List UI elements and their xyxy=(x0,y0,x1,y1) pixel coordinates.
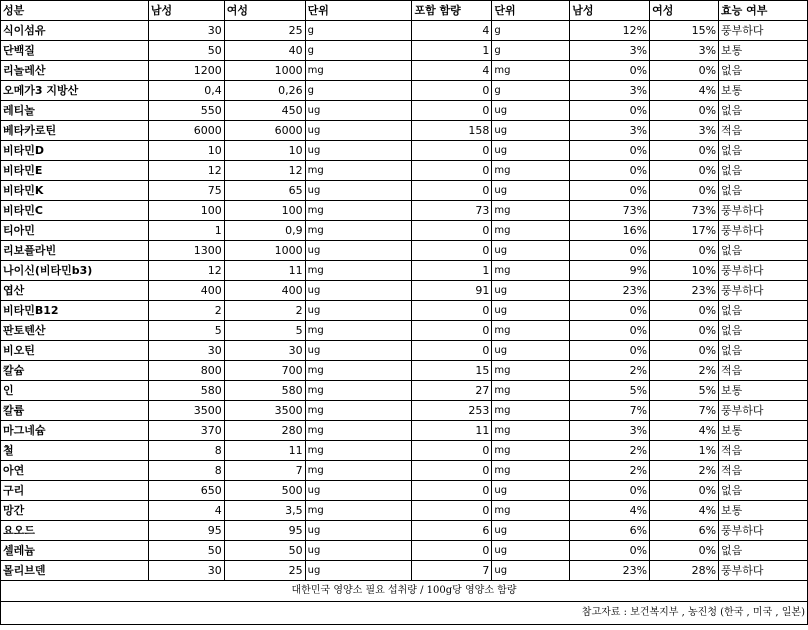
effect-cell[interactable]: 없음 xyxy=(719,141,808,161)
female-requirement-cell[interactable]: 580 xyxy=(224,381,305,401)
male-percent-cell[interactable]: 0% xyxy=(570,161,650,181)
requirement-unit-cell[interactable]: ug xyxy=(305,301,412,321)
male-requirement-cell[interactable]: 2 xyxy=(148,301,224,321)
content-unit-cell[interactable]: ug xyxy=(492,521,570,541)
effect-cell[interactable]: 적음 xyxy=(719,461,808,481)
table-row xyxy=(1,481,808,501)
content-unit-cell[interactable]: g xyxy=(492,81,570,101)
requirement-unit-cell[interactable]: mg xyxy=(305,61,412,81)
male-percent-cell[interactable]: 3% xyxy=(570,41,650,61)
male-requirement-cell[interactable]: 50 xyxy=(148,541,224,561)
female-percent-cell[interactable]: 2% xyxy=(650,461,719,481)
table-row xyxy=(1,61,808,81)
female-requirement-cell[interactable]: 1000 xyxy=(224,61,305,81)
content-unit-cell[interactable]: ug xyxy=(492,561,570,581)
nutrient-name-cell[interactable]: 엽산 xyxy=(1,281,149,301)
requirement-unit-cell[interactable]: g xyxy=(305,41,412,61)
nutrient-name-cell[interactable]: 인 xyxy=(1,381,149,401)
table-row xyxy=(1,41,808,61)
content-amount-cell[interactable]: 7 xyxy=(412,561,492,581)
nutrient-name-cell[interactable]: 비타민C xyxy=(1,201,149,221)
male-percent-cell[interactable]: 23% xyxy=(570,281,650,301)
effect-cell[interactable]: 없음 xyxy=(719,541,808,561)
male-requirement-cell[interactable]: 1 xyxy=(148,221,224,241)
header-cell[interactable]: 단위 xyxy=(492,1,570,21)
effect-cell[interactable]: 풍부하다 xyxy=(719,281,808,301)
content-amount-cell[interactable]: 253 xyxy=(412,401,492,421)
male-percent-cell[interactable]: 2% xyxy=(570,361,650,381)
table-row xyxy=(1,341,808,361)
content-unit-cell[interactable]: mg xyxy=(492,201,570,221)
content-amount-cell[interactable]: 158 xyxy=(412,121,492,141)
source-note[interactable]: 참고자료 : 보건복지부 , 농진청 (한국 , 미국 , 일본) xyxy=(1,602,808,625)
male-percent-cell[interactable]: 3% xyxy=(570,421,650,441)
female-percent-cell[interactable]: 7% xyxy=(650,401,719,421)
female-percent-cell[interactable]: 23% xyxy=(650,281,719,301)
male-requirement-cell[interactable]: 400 xyxy=(148,281,224,301)
header-row xyxy=(1,1,808,21)
male-percent-cell[interactable]: 16% xyxy=(570,221,650,241)
content-amount-cell[interactable]: 0 xyxy=(412,481,492,501)
requirement-unit-cell[interactable]: ug xyxy=(305,481,412,501)
content-amount-cell[interactable]: 0 xyxy=(412,461,492,481)
male-requirement-cell[interactable]: 8 xyxy=(148,461,224,481)
female-requirement-cell[interactable]: 30 xyxy=(224,341,305,361)
male-percent-cell[interactable]: 73% xyxy=(570,201,650,221)
content-amount-cell[interactable]: 73 xyxy=(412,201,492,221)
female-requirement-cell[interactable]: 25 xyxy=(224,21,305,41)
nutrient-name-cell[interactable]: 요오드 xyxy=(1,521,149,541)
content-unit-cell[interactable]: mg xyxy=(492,321,570,341)
table-row xyxy=(1,81,808,101)
content-amount-cell[interactable]: 15 xyxy=(412,361,492,381)
male-requirement-cell[interactable]: 10 xyxy=(148,141,224,161)
female-percent-cell[interactable]: 3% xyxy=(650,121,719,141)
female-percent-cell[interactable]: 6% xyxy=(650,521,719,541)
male-requirement-cell[interactable]: 95 xyxy=(148,521,224,541)
content-unit-cell[interactable]: mg xyxy=(492,161,570,181)
female-requirement-cell[interactable]: 1000 xyxy=(224,241,305,261)
table-row xyxy=(1,361,808,381)
requirement-unit-cell[interactable]: mg xyxy=(305,161,412,181)
table-row xyxy=(1,381,808,401)
content-amount-cell[interactable]: 0 xyxy=(412,321,492,341)
female-requirement-cell[interactable]: 40 xyxy=(224,41,305,61)
requirement-unit-cell[interactable]: mg xyxy=(305,501,412,521)
content-amount-cell[interactable]: 0 xyxy=(412,501,492,521)
content-unit-cell[interactable]: mg xyxy=(492,441,570,461)
content-unit-cell[interactable]: ug xyxy=(492,341,570,361)
header-cell[interactable]: 여성 xyxy=(224,1,305,21)
male-requirement-cell[interactable]: 1300 xyxy=(148,241,224,261)
content-amount-cell[interactable]: 6 xyxy=(412,521,492,541)
female-percent-cell[interactable]: 4% xyxy=(650,421,719,441)
male-percent-cell[interactable]: 0% xyxy=(570,141,650,161)
female-requirement-cell[interactable]: 100 xyxy=(224,201,305,221)
female-percent-cell[interactable]: 0% xyxy=(650,301,719,321)
requirement-unit-cell[interactable]: ug xyxy=(305,181,412,201)
nutrient-name-cell[interactable]: 칼슘 xyxy=(1,361,149,381)
requirement-unit-cell[interactable]: ug xyxy=(305,561,412,581)
male-requirement-cell[interactable]: 30 xyxy=(148,561,224,581)
male-requirement-cell[interactable]: 30 xyxy=(148,21,224,41)
content-unit-cell[interactable]: mg xyxy=(492,361,570,381)
table-row xyxy=(1,441,808,461)
requirement-unit-cell[interactable]: mg xyxy=(305,381,412,401)
nutrient-name-cell[interactable]: 나이신(비타민b3) xyxy=(1,261,149,281)
male-requirement-cell[interactable]: 50 xyxy=(148,41,224,61)
table-row xyxy=(1,141,808,161)
content-amount-cell[interactable]: 0 xyxy=(412,101,492,121)
female-percent-cell[interactable]: 0% xyxy=(650,241,719,261)
female-requirement-cell[interactable]: 3500 xyxy=(224,401,305,421)
effect-cell[interactable]: 없음 xyxy=(719,341,808,361)
content-amount-cell[interactable]: 0 xyxy=(412,161,492,181)
effect-cell[interactable]: 적음 xyxy=(719,361,808,381)
male-percent-cell[interactable]: 3% xyxy=(570,81,650,101)
female-requirement-cell[interactable]: 7 xyxy=(224,461,305,481)
table-row xyxy=(1,261,808,281)
nutrient-name-cell[interactable]: 식이섬유 xyxy=(1,21,149,41)
male-percent-cell[interactable]: 4% xyxy=(570,501,650,521)
effect-cell[interactable]: 풍부하다 xyxy=(719,201,808,221)
content-amount-cell[interactable]: 0 xyxy=(412,341,492,361)
content-unit-cell[interactable]: ug xyxy=(492,101,570,121)
header-cell[interactable]: 성분 xyxy=(1,1,149,21)
effect-cell[interactable]: 풍부하다 xyxy=(719,401,808,421)
male-requirement-cell[interactable]: 580 xyxy=(148,381,224,401)
female-percent-cell[interactable]: 0% xyxy=(650,341,719,361)
content-unit-cell[interactable]: mg xyxy=(492,501,570,521)
requirement-unit-cell[interactable]: mg xyxy=(305,461,412,481)
nutrient-name-cell[interactable]: 비타민K xyxy=(1,181,149,201)
content-amount-cell[interactable]: 0 xyxy=(412,441,492,461)
table-row xyxy=(1,281,808,301)
female-requirement-cell[interactable]: 0,9 xyxy=(224,221,305,241)
female-requirement-cell[interactable]: 400 xyxy=(224,281,305,301)
requirement-unit-cell[interactable]: mg xyxy=(305,421,412,441)
male-percent-cell[interactable]: 0% xyxy=(570,321,650,341)
table-row xyxy=(1,541,808,561)
male-requirement-cell[interactable]: 8 xyxy=(148,441,224,461)
male-requirement-cell[interactable]: 100 xyxy=(148,201,224,221)
nutrient-name-cell[interactable]: 오메가3 지방산 xyxy=(1,81,149,101)
header-cell[interactable]: 남성 xyxy=(570,1,650,21)
table-row xyxy=(1,241,808,261)
male-requirement-cell[interactable]: 0,4 xyxy=(148,81,224,101)
requirement-unit-cell[interactable]: mg xyxy=(305,261,412,281)
table-row xyxy=(1,501,808,521)
male-requirement-cell[interactable]: 800 xyxy=(148,361,224,381)
effect-cell[interactable]: 없음 xyxy=(719,161,808,181)
male-percent-cell[interactable]: 0% xyxy=(570,541,650,561)
effect-cell[interactable]: 보통 xyxy=(719,501,808,521)
requirement-unit-cell[interactable]: ug xyxy=(305,521,412,541)
effect-cell[interactable]: 보통 xyxy=(719,81,808,101)
table-row xyxy=(1,561,808,581)
female-percent-cell[interactable]: 4% xyxy=(650,501,719,521)
content-unit-cell[interactable]: g xyxy=(492,41,570,61)
requirement-unit-cell[interactable]: mg xyxy=(305,361,412,381)
female-requirement-cell[interactable]: 95 xyxy=(224,521,305,541)
nutrient-name-cell[interactable]: 판토텐산 xyxy=(1,321,149,341)
female-percent-cell[interactable]: 0% xyxy=(650,141,719,161)
requirement-unit-cell[interactable]: g xyxy=(305,81,412,101)
male-percent-cell[interactable]: 0% xyxy=(570,301,650,321)
male-percent-cell[interactable]: 7% xyxy=(570,401,650,421)
male-requirement-cell[interactable]: 75 xyxy=(148,181,224,201)
table-row xyxy=(1,21,808,41)
table-note[interactable]: 대한민국 영양소 필요 섭취량 / 100g당 영양소 함량 xyxy=(1,581,808,602)
content-unit-cell[interactable]: ug xyxy=(492,181,570,201)
nutrient-name-cell[interactable]: 셀레늄 xyxy=(1,541,149,561)
nutrient-name-cell[interactable]: 티아민 xyxy=(1,221,149,241)
nutrient-name-cell[interactable]: 단백질 xyxy=(1,41,149,61)
effect-cell[interactable]: 보통 xyxy=(719,41,808,61)
effect-cell[interactable]: 보통 xyxy=(719,421,808,441)
female-percent-cell[interactable]: 2% xyxy=(650,361,719,381)
requirement-unit-cell[interactable]: mg xyxy=(305,221,412,241)
content-unit-cell[interactable]: mg xyxy=(492,261,570,281)
female-requirement-cell[interactable]: 700 xyxy=(224,361,305,381)
male-requirement-cell[interactable]: 4 xyxy=(148,501,224,521)
table-row xyxy=(1,221,808,241)
header-cell[interactable]: 여성 xyxy=(650,1,719,21)
male-requirement-cell[interactable]: 550 xyxy=(148,101,224,121)
note-row xyxy=(1,581,808,602)
effect-cell[interactable]: 없음 xyxy=(719,241,808,261)
male-percent-cell[interactable]: 0% xyxy=(570,241,650,261)
content-amount-cell[interactable]: 11 xyxy=(412,421,492,441)
female-requirement-cell[interactable]: 50 xyxy=(224,541,305,561)
nutrient-name-cell[interactable]: 마그네슘 xyxy=(1,421,149,441)
content-unit-cell[interactable]: ug xyxy=(492,121,570,141)
table-row xyxy=(1,181,808,201)
requirement-unit-cell[interactable]: ug xyxy=(305,121,412,141)
male-percent-cell[interactable]: 0% xyxy=(570,101,650,121)
male-percent-cell[interactable]: 2% xyxy=(570,461,650,481)
content-amount-cell[interactable]: 4 xyxy=(412,61,492,81)
female-requirement-cell[interactable]: 25 xyxy=(224,561,305,581)
male-percent-cell[interactable]: 9% xyxy=(570,261,650,281)
nutrient-name-cell[interactable]: 구리 xyxy=(1,481,149,501)
male-percent-cell[interactable]: 0% xyxy=(570,341,650,361)
male-percent-cell[interactable]: 6% xyxy=(570,521,650,541)
requirement-unit-cell[interactable]: mg xyxy=(305,401,412,421)
content-unit-cell[interactable]: mg xyxy=(492,221,570,241)
content-unit-cell[interactable]: mg xyxy=(492,421,570,441)
requirement-unit-cell[interactable]: mg xyxy=(305,441,412,461)
female-requirement-cell[interactable]: 10 xyxy=(224,141,305,161)
male-percent-cell[interactable]: 0% xyxy=(570,61,650,81)
female-requirement-cell[interactable]: 280 xyxy=(224,421,305,441)
female-percent-cell[interactable]: 0% xyxy=(650,181,719,201)
male-requirement-cell[interactable]: 5 xyxy=(148,321,224,341)
female-requirement-cell[interactable]: 2 xyxy=(224,301,305,321)
male-requirement-cell[interactable]: 30 xyxy=(148,341,224,361)
effect-cell[interactable]: 없음 xyxy=(719,301,808,321)
requirement-unit-cell[interactable]: ug xyxy=(305,541,412,561)
content-unit-cell[interactable]: mg xyxy=(492,61,570,81)
effect-cell[interactable]: 없음 xyxy=(719,321,808,341)
nutrient-name-cell[interactable]: 레티놀 xyxy=(1,101,149,121)
male-requirement-cell[interactable]: 3500 xyxy=(148,401,224,421)
content-unit-cell[interactable]: g xyxy=(492,21,570,41)
content-unit-cell[interactable]: ug xyxy=(492,141,570,161)
effect-cell[interactable]: 없음 xyxy=(719,481,808,501)
female-percent-cell[interactable]: 0% xyxy=(650,481,719,501)
effect-cell[interactable]: 없음 xyxy=(719,101,808,121)
female-percent-cell[interactable]: 17% xyxy=(650,221,719,241)
female-percent-cell[interactable]: 10% xyxy=(650,261,719,281)
effect-cell[interactable]: 없음 xyxy=(719,61,808,81)
requirement-unit-cell[interactable]: ug xyxy=(305,141,412,161)
content-unit-cell[interactable]: ug xyxy=(492,481,570,501)
female-percent-cell[interactable]: 73% xyxy=(650,201,719,221)
requirement-unit-cell[interactable]: ug xyxy=(305,101,412,121)
nutrient-name-cell[interactable]: 비오틴 xyxy=(1,341,149,361)
female-percent-cell[interactable]: 4% xyxy=(650,81,719,101)
female-requirement-cell[interactable]: 65 xyxy=(224,181,305,201)
female-requirement-cell[interactable]: 6000 xyxy=(224,121,305,141)
content-amount-cell[interactable]: 0 xyxy=(412,241,492,261)
table-row xyxy=(1,401,808,421)
nutrient-name-cell[interactable]: 망간 xyxy=(1,501,149,521)
content-amount-cell[interactable]: 1 xyxy=(412,41,492,61)
female-percent-cell[interactable]: 0% xyxy=(650,101,719,121)
nutrient-name-cell[interactable]: 베타카로틴 xyxy=(1,121,149,141)
content-unit-cell[interactable]: ug xyxy=(492,241,570,261)
effect-cell[interactable]: 적음 xyxy=(719,441,808,461)
female-requirement-cell[interactable]: 0,26 xyxy=(224,81,305,101)
male-percent-cell[interactable]: 12% xyxy=(570,21,650,41)
nutrient-name-cell[interactable]: 비타민D xyxy=(1,141,149,161)
nutrient-name-cell[interactable]: 아연 xyxy=(1,461,149,481)
nutrient-name-cell[interactable]: 리보플라빈 xyxy=(1,241,149,261)
female-percent-cell[interactable]: 3% xyxy=(650,41,719,61)
male-percent-cell[interactable]: 2% xyxy=(570,441,650,461)
female-percent-cell[interactable]: 0% xyxy=(650,61,719,81)
content-amount-cell[interactable]: 4 xyxy=(412,21,492,41)
table-row xyxy=(1,121,808,141)
content-amount-cell[interactable]: 0 xyxy=(412,301,492,321)
female-percent-cell[interactable]: 0% xyxy=(650,541,719,561)
nutrient-name-cell[interactable]: 칼륨 xyxy=(1,401,149,421)
header-cell[interactable]: 남성 xyxy=(148,1,224,21)
content-unit-cell[interactable]: mg xyxy=(492,381,570,401)
male-requirement-cell[interactable]: 12 xyxy=(148,261,224,281)
header-cell[interactable]: 단위 xyxy=(305,1,412,21)
content-amount-cell[interactable]: 27 xyxy=(412,381,492,401)
content-unit-cell[interactable]: ug xyxy=(492,281,570,301)
nutrient-name-cell[interactable]: 몰리브덴 xyxy=(1,561,149,581)
content-unit-cell[interactable]: mg xyxy=(492,401,570,421)
male-percent-cell[interactable]: 0% xyxy=(570,481,650,501)
effect-cell[interactable]: 없음 xyxy=(719,181,808,201)
female-percent-cell[interactable]: 1% xyxy=(650,441,719,461)
male-requirement-cell[interactable]: 370 xyxy=(148,421,224,441)
female-requirement-cell[interactable]: 11 xyxy=(224,261,305,281)
content-amount-cell[interactable]: 0 xyxy=(412,541,492,561)
female-percent-cell[interactable]: 5% xyxy=(650,381,719,401)
source-row xyxy=(1,602,808,625)
effect-cell[interactable]: 풍부하다 xyxy=(719,561,808,581)
requirement-unit-cell[interactable]: mg xyxy=(305,321,412,341)
header-cell[interactable]: 포함 함량 xyxy=(412,1,492,21)
male-percent-cell[interactable]: 0% xyxy=(570,181,650,201)
male-requirement-cell[interactable]: 650 xyxy=(148,481,224,501)
nutrient-name-cell[interactable]: 철 xyxy=(1,441,149,461)
effect-cell[interactable]: 보통 xyxy=(719,381,808,401)
female-percent-cell[interactable]: 15% xyxy=(650,21,719,41)
content-amount-cell[interactable]: 0 xyxy=(412,81,492,101)
table-row xyxy=(1,201,808,221)
table-row xyxy=(1,521,808,541)
male-percent-cell[interactable]: 23% xyxy=(570,561,650,581)
table-row xyxy=(1,301,808,321)
table-row xyxy=(1,161,808,181)
male-percent-cell[interactable]: 5% xyxy=(570,381,650,401)
nutrient-name-cell[interactable]: 리놀레산 xyxy=(1,61,149,81)
requirement-unit-cell[interactable]: mg xyxy=(305,201,412,221)
effect-cell[interactable]: 풍부하다 xyxy=(719,521,808,541)
female-requirement-cell[interactable]: 12 xyxy=(224,161,305,181)
female-requirement-cell[interactable]: 450 xyxy=(224,101,305,121)
header-cell[interactable]: 효능 여부 xyxy=(719,1,808,21)
effect-cell[interactable]: 풍부하다 xyxy=(719,261,808,281)
content-amount-cell[interactable]: 0 xyxy=(412,221,492,241)
effect-cell[interactable]: 풍부하다 xyxy=(719,221,808,241)
content-unit-cell[interactable]: mg xyxy=(492,461,570,481)
requirement-unit-cell[interactable]: ug xyxy=(305,341,412,361)
requirement-unit-cell[interactable]: ug xyxy=(305,281,412,301)
table-row xyxy=(1,461,808,481)
effect-cell[interactable]: 풍부하다 xyxy=(719,21,808,41)
female-percent-cell[interactable]: 28% xyxy=(650,561,719,581)
requirement-unit-cell[interactable]: ug xyxy=(305,241,412,261)
content-amount-cell[interactable]: 1 xyxy=(412,261,492,281)
male-requirement-cell[interactable]: 1200 xyxy=(148,61,224,81)
nutrient-name-cell[interactable]: 비타민E xyxy=(1,161,149,181)
table-row xyxy=(1,321,808,341)
female-requirement-cell[interactable]: 500 xyxy=(224,481,305,501)
table-row xyxy=(1,421,808,441)
table-row xyxy=(1,101,808,121)
content-amount-cell[interactable]: 0 xyxy=(412,181,492,201)
requirement-unit-cell[interactable]: g xyxy=(305,21,412,41)
nutrient-name-cell[interactable]: 비타민B12 xyxy=(1,301,149,321)
content-unit-cell[interactable]: ug xyxy=(492,301,570,321)
female-percent-cell[interactable]: 0% xyxy=(650,321,719,341)
content-amount-cell[interactable]: 0 xyxy=(412,141,492,161)
content-unit-cell[interactable]: ug xyxy=(492,541,570,561)
male-requirement-cell[interactable]: 12 xyxy=(148,161,224,181)
effect-cell[interactable]: 적음 xyxy=(719,121,808,141)
male-percent-cell[interactable]: 3% xyxy=(570,121,650,141)
male-requirement-cell[interactable]: 6000 xyxy=(148,121,224,141)
female-requirement-cell[interactable]: 11 xyxy=(224,441,305,461)
female-requirement-cell[interactable]: 5 xyxy=(224,321,305,341)
female-requirement-cell[interactable]: 3,5 xyxy=(224,501,305,521)
female-percent-cell[interactable]: 0% xyxy=(650,161,719,181)
content-amount-cell[interactable]: 91 xyxy=(412,281,492,301)
